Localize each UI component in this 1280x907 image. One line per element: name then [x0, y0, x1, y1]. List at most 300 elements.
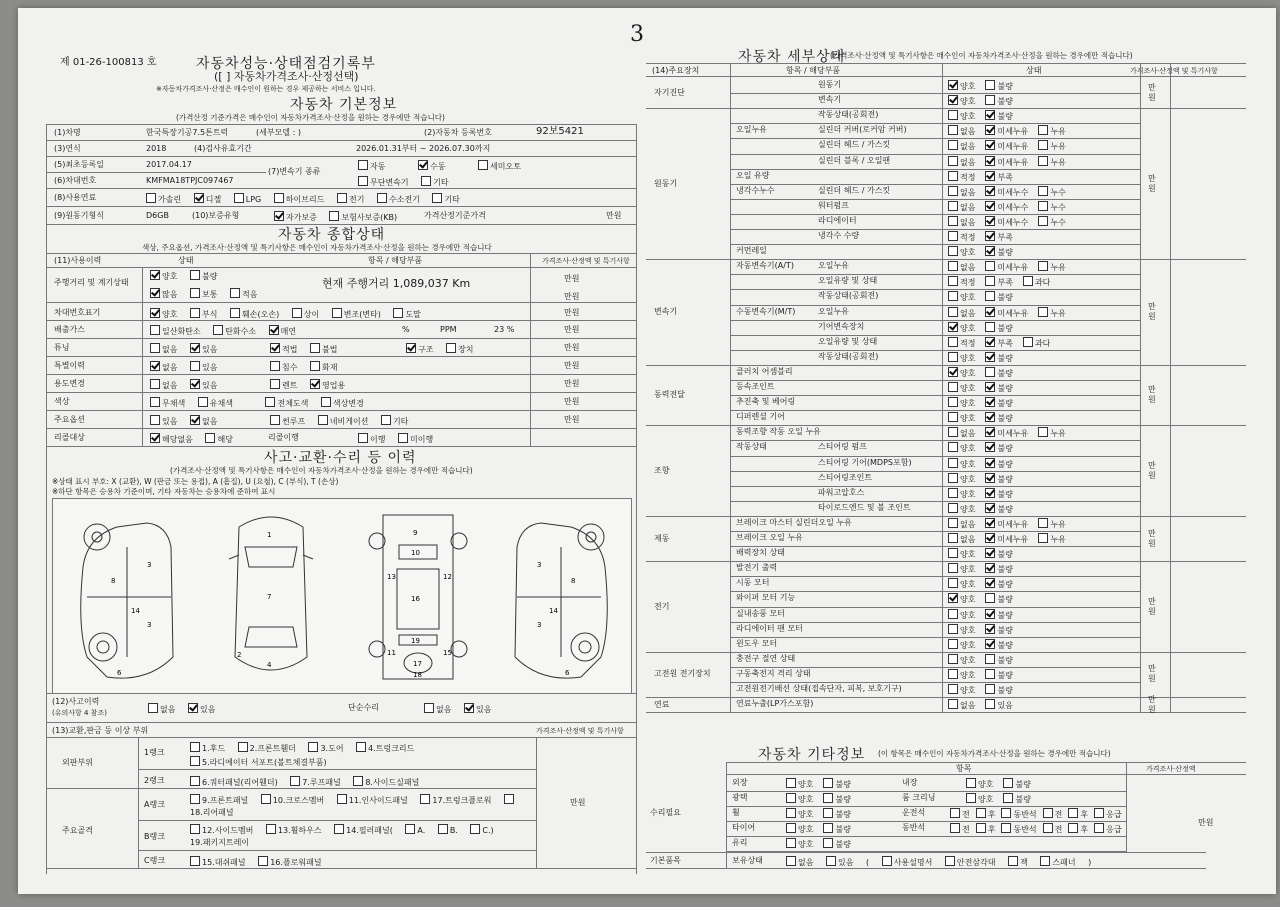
- checkbox[interactable]: [985, 684, 995, 694]
- checkbox[interactable]: [823, 808, 833, 818]
- checkbox[interactable]: [230, 288, 240, 298]
- checkbox[interactable]: [948, 246, 958, 256]
- value-year: 2018: [146, 144, 167, 153]
- detail-subitem: 발전기 출력: [736, 563, 778, 573]
- checkbox[interactable]: [310, 361, 320, 371]
- mileage-state-row2: 많음 보통 적음: [150, 288, 268, 300]
- checkbox[interactable]: [948, 367, 958, 377]
- checkbox[interactable]: [406, 343, 416, 353]
- checkbox[interactable]: [966, 793, 976, 803]
- checkbox[interactable]: [948, 261, 958, 271]
- detail-group-name: 자기진단: [654, 88, 685, 98]
- detail-state-options: 없음 미세누수 누수: [948, 216, 1076, 228]
- detail-state-options: 없음 미세누유 누유: [948, 156, 1076, 168]
- checkbox[interactable]: [948, 473, 958, 483]
- checkbox[interactable]: [329, 211, 339, 221]
- label-inspection-period: (4)검사유효기간: [194, 144, 252, 153]
- checkbox[interactable]: [1094, 808, 1104, 818]
- checkbox[interactable]: [1003, 778, 1013, 788]
- checkbox[interactable]: [270, 379, 280, 389]
- checkbox[interactable]: [948, 322, 958, 332]
- checkbox[interactable]: [238, 742, 248, 752]
- checkbox[interactable]: [478, 160, 488, 170]
- checkbox[interactable]: [190, 308, 200, 318]
- label-rankA: A랭크: [144, 800, 165, 809]
- label-emission: 배출가스: [54, 325, 85, 334]
- col-parts-price: 가격조사·산정액 및 특기사항: [536, 727, 624, 735]
- checkbox[interactable]: [985, 352, 995, 362]
- doc-number: 제 01-26-100813 호: [60, 57, 157, 68]
- checkbox[interactable]: [985, 412, 995, 422]
- detail-subitem: 고전원전기배선 상태(접속단자, 피복, 보호기구): [736, 684, 902, 693]
- checkbox[interactable]: [274, 211, 284, 221]
- checkbox[interactable]: [948, 397, 958, 407]
- checkbox[interactable]: [1008, 856, 1018, 866]
- checkbox[interactable]: [985, 171, 995, 181]
- checkbox[interactable]: [310, 379, 320, 389]
- checkbox[interactable]: [985, 382, 995, 392]
- checkbox[interactable]: [150, 308, 160, 318]
- checkbox[interactable]: [381, 415, 391, 425]
- detail-subitem: 수동변속기(M/T): [736, 306, 796, 316]
- checkbox[interactable]: [985, 442, 995, 452]
- checkbox[interactable]: [1038, 125, 1048, 135]
- checkbox[interactable]: [270, 415, 280, 425]
- detail-item: 실린더 블록 / 오일팬: [818, 155, 891, 165]
- checkbox[interactable]: [948, 518, 958, 528]
- col-usage: (11)사용이력: [54, 256, 102, 265]
- label-year: (3)연식: [54, 144, 81, 153]
- checkbox[interactable]: [150, 397, 160, 407]
- checkbox[interactable]: [948, 186, 958, 196]
- detail-state-options: 양호 불량: [948, 367, 1023, 379]
- checkbox[interactable]: [786, 778, 796, 788]
- checkbox[interactable]: [948, 669, 958, 679]
- checkbox[interactable]: [190, 776, 200, 786]
- checkbox[interactable]: [150, 379, 160, 389]
- checkbox[interactable]: [1023, 276, 1033, 286]
- checkbox[interactable]: [150, 343, 160, 353]
- detail-subitem: 브레이크 오일 누유: [736, 533, 803, 542]
- checkbox[interactable]: [786, 808, 796, 818]
- checkbox[interactable]: [188, 703, 198, 713]
- label-warranty: (10)보증유형: [192, 211, 240, 220]
- basic-note: (가격산정 기준가격은 매수인이 자동차가격조사·산정을 원하는 경우에만 적습니다): [176, 113, 445, 122]
- checkbox[interactable]: [985, 186, 995, 196]
- checkbox[interactable]: [261, 794, 271, 804]
- checkbox[interactable]: [1043, 823, 1053, 833]
- checkbox[interactable]: [945, 856, 955, 866]
- unit: 만원: [1148, 528, 1156, 548]
- checkbox[interactable]: [985, 291, 995, 301]
- checkbox[interactable]: [310, 343, 320, 353]
- checkbox[interactable]: [190, 794, 200, 804]
- transmission-row-1: 자동 수동 세미오토: [358, 160, 531, 172]
- detail-item: 스티어링조인트: [818, 472, 873, 482]
- checkbox[interactable]: [194, 193, 204, 203]
- checkbox[interactable]: [985, 201, 995, 211]
- checkbox[interactable]: [985, 125, 995, 135]
- checkbox[interactable]: [1040, 856, 1050, 866]
- detail-item: 실린더 헤드 / 가스킷: [818, 140, 891, 150]
- checkbox[interactable]: [823, 823, 833, 833]
- checkbox[interactable]: [985, 307, 995, 317]
- checkbox[interactable]: [823, 778, 833, 788]
- checkbox[interactable]: [358, 160, 368, 170]
- detail-item: 냉각수 수량: [818, 231, 860, 240]
- checkbox[interactable]: [948, 639, 958, 649]
- unit: 만원: [1148, 385, 1156, 405]
- checkbox[interactable]: [1038, 156, 1048, 166]
- checkbox[interactable]: [1038, 261, 1048, 271]
- checkbox[interactable]: [948, 276, 958, 286]
- checkbox[interactable]: [308, 742, 318, 752]
- checkbox[interactable]: [948, 442, 958, 452]
- checkbox[interactable]: [826, 856, 836, 866]
- detail-state-options: 양호 불량: [948, 458, 1023, 470]
- checkbox[interactable]: [190, 756, 200, 766]
- checkbox[interactable]: [1001, 823, 1011, 833]
- mileage-state-row1: 양호 불량: [150, 270, 227, 282]
- checkbox[interactable]: [985, 246, 995, 256]
- checkbox[interactable]: [290, 776, 300, 786]
- checkbox[interactable]: [190, 742, 200, 752]
- checkbox[interactable]: [234, 193, 244, 203]
- checkbox[interactable]: [966, 778, 976, 788]
- checkbox[interactable]: [985, 110, 995, 120]
- checkbox[interactable]: [950, 808, 960, 818]
- use-change-options: 없음 있음 렌트 영업용: [150, 379, 355, 391]
- checkbox[interactable]: [190, 856, 200, 866]
- checkbox[interactable]: [190, 415, 200, 425]
- checkbox[interactable]: [985, 488, 995, 498]
- other-note: (이 항목은 매수인이 자동차가격조사·산정을 원하는 경우에만 적습니다): [878, 749, 1111, 758]
- checkbox[interactable]: [985, 548, 995, 558]
- checkbox[interactable]: [321, 397, 331, 407]
- detail-group-name: 제동: [654, 533, 670, 543]
- basic-item-options: 없음 있음 ( 사용설명서 안전삼각대 잭 스패너 ): [786, 856, 1101, 868]
- checkbox[interactable]: [1068, 808, 1078, 818]
- checkbox[interactable]: [190, 824, 200, 834]
- checkbox[interactable]: [985, 563, 995, 573]
- checkbox[interactable]: [948, 307, 958, 317]
- checkbox[interactable]: [198, 397, 208, 407]
- checkbox[interactable]: [948, 382, 958, 392]
- checkbox[interactable]: [334, 824, 344, 834]
- unit: 만원: [1148, 173, 1156, 193]
- checkbox[interactable]: [446, 343, 456, 353]
- checkbox[interactable]: [948, 563, 958, 573]
- checkbox[interactable]: [985, 624, 995, 634]
- checkbox[interactable]: [823, 793, 833, 803]
- checkbox[interactable]: [985, 95, 995, 105]
- checkbox[interactable]: [948, 412, 958, 422]
- checkbox[interactable]: [274, 193, 284, 203]
- checkbox[interactable]: [292, 308, 302, 318]
- checkbox[interactable]: [948, 578, 958, 588]
- checkbox[interactable]: [1038, 140, 1048, 150]
- checkbox[interactable]: [985, 261, 995, 271]
- label-reg-number: (2)자동차 등록번호: [424, 128, 492, 137]
- checkbox[interactable]: [146, 193, 156, 203]
- checkbox[interactable]: [985, 80, 995, 90]
- checkbox[interactable]: [337, 193, 347, 203]
- checkbox[interactable]: [985, 654, 995, 664]
- checkbox[interactable]: [948, 593, 958, 603]
- checkbox[interactable]: [985, 518, 995, 528]
- checkbox[interactable]: [948, 95, 958, 105]
- checkbox[interactable]: [985, 458, 995, 468]
- checkbox[interactable]: [266, 824, 276, 834]
- section-title-other: 자동차 기타정보: [758, 747, 866, 763]
- checkbox[interactable]: [150, 288, 160, 298]
- checkbox[interactable]: [150, 325, 160, 335]
- checkbox[interactable]: [1038, 201, 1048, 211]
- label-recall: 리콜대상: [54, 433, 85, 442]
- label-fuel: (8)사용연료: [54, 193, 97, 202]
- checkbox[interactable]: [393, 308, 403, 318]
- checkbox[interactable]: [332, 308, 342, 318]
- detail-group-name: 고전원 전기장치: [654, 669, 711, 679]
- checkbox[interactable]: [377, 193, 387, 203]
- checkbox[interactable]: [150, 433, 160, 443]
- value-engine: D6GB: [146, 211, 169, 220]
- detail-item: 오일누유: [818, 306, 849, 316]
- col-detail-state: 상태: [1026, 66, 1042, 75]
- checkbox[interactable]: [882, 856, 892, 866]
- checkbox[interactable]: [270, 343, 280, 353]
- unit: 만원: [564, 308, 580, 317]
- checkbox[interactable]: [985, 578, 995, 588]
- diagram-label: 6: [565, 669, 570, 677]
- checkbox[interactable]: [190, 288, 200, 298]
- checkbox[interactable]: [1001, 808, 1011, 818]
- checkbox[interactable]: [948, 80, 958, 90]
- checkbox[interactable]: [420, 794, 430, 804]
- checkbox[interactable]: [432, 193, 442, 203]
- emission-options: 일산화탄소 탄화수소 매연: [150, 325, 306, 337]
- checkbox[interactable]: [356, 742, 366, 752]
- unit: 만원: [1198, 818, 1214, 827]
- label-first-reg: (5)최초등록일: [54, 160, 104, 169]
- checkbox[interactable]: [1068, 823, 1078, 833]
- checkbox[interactable]: [948, 699, 958, 709]
- checkbox[interactable]: [265, 397, 275, 407]
- detail-state-options: 없음 미세누수 누수: [948, 186, 1076, 198]
- special-options: 없음 있음 침수 화재: [150, 361, 348, 373]
- doc-note: ※자동차가격조사·산정은 매수인이 원하는 경우 제공하는 서비스 입니다.: [156, 85, 376, 93]
- checkbox[interactable]: [948, 171, 958, 181]
- checkbox[interactable]: [1038, 216, 1048, 226]
- checkbox[interactable]: [1038, 533, 1048, 543]
- checkbox[interactable]: [985, 503, 995, 513]
- checkbox[interactable]: [1003, 793, 1013, 803]
- checkbox[interactable]: [948, 654, 958, 664]
- checkbox[interactable]: [948, 352, 958, 362]
- checkbox[interactable]: [1023, 337, 1033, 347]
- checkbox[interactable]: [950, 823, 960, 833]
- checkbox[interactable]: [948, 503, 958, 513]
- col-detail-price: 가격조사·산정액 및 특기사항: [1130, 67, 1218, 75]
- diagram-label: 7: [267, 593, 272, 601]
- detail-item: 타이로드엔드 및 볼 조인트: [818, 502, 911, 512]
- checkbox[interactable]: [470, 824, 480, 834]
- checkbox[interactable]: [948, 533, 958, 543]
- checkbox[interactable]: [358, 176, 368, 186]
- checkbox[interactable]: [985, 669, 995, 679]
- emission-unit: %: [402, 325, 410, 334]
- checkbox[interactable]: [190, 343, 200, 353]
- detail-state-options: 적정 부족 과다: [948, 276, 1060, 288]
- unit: 만원: [564, 343, 580, 352]
- unit: 만원: [1148, 302, 1156, 322]
- checkbox[interactable]: [213, 325, 223, 335]
- checkbox[interactable]: [786, 838, 796, 848]
- checkbox[interactable]: [230, 308, 240, 318]
- checkbox[interactable]: [985, 216, 995, 226]
- checkbox[interactable]: [985, 639, 995, 649]
- label-recall-status: 리콜이행: [268, 433, 299, 442]
- checkbox[interactable]: [1043, 808, 1053, 818]
- label-accident-history: (12)사고이력: [52, 697, 100, 706]
- checkbox[interactable]: [353, 776, 363, 786]
- checkbox[interactable]: [190, 379, 200, 389]
- checkbox[interactable]: [270, 361, 280, 371]
- detail-state-options: 양호 불량: [948, 95, 1023, 107]
- checkbox[interactable]: [985, 473, 995, 483]
- checkbox[interactable]: [948, 125, 958, 135]
- checkbox[interactable]: [948, 156, 958, 166]
- checkbox[interactable]: [985, 609, 995, 619]
- section-title-detail: 자동차 세부상태: [738, 49, 846, 65]
- checkbox[interactable]: [948, 231, 958, 241]
- checkbox[interactable]: [985, 337, 995, 347]
- checkbox[interactable]: [150, 361, 160, 371]
- diagram-label: 1: [267, 531, 272, 539]
- checkbox[interactable]: [985, 367, 995, 377]
- diagram-label: 13: [387, 573, 396, 581]
- checkbox[interactable]: [190, 361, 200, 371]
- checkbox[interactable]: [398, 433, 408, 443]
- rank2-items: 6.쿼터패널(리어휀더) 7.루프패널 8.사이드실패널: [190, 776, 429, 788]
- detail-subitem: 충전구 절연 상태: [736, 653, 796, 663]
- inspection-document: [18, 8, 1276, 894]
- checkbox[interactable]: [948, 216, 958, 226]
- detail-state-options: 적정 부족: [948, 171, 1023, 183]
- warranty-options: 자가보증 보험사보증(KB): [274, 211, 407, 223]
- checkbox[interactable]: [405, 824, 415, 834]
- checkbox[interactable]: [318, 415, 328, 425]
- rankB-items: 12.사이드멤버 13.휠하우스 14.필러패널( A. B. C.): [190, 824, 504, 836]
- checkbox[interactable]: [948, 458, 958, 468]
- checkbox[interactable]: [985, 276, 995, 286]
- unit: 만원: [564, 415, 580, 424]
- checkbox[interactable]: [258, 856, 268, 866]
- checkbox[interactable]: [985, 427, 995, 437]
- checkbox[interactable]: [985, 156, 995, 166]
- other-item-label: 휠: [732, 808, 740, 817]
- checkbox[interactable]: [948, 337, 958, 347]
- detail-subitem: 와이퍼 모터 기능: [736, 593, 796, 603]
- checkbox[interactable]: [948, 624, 958, 634]
- checkbox[interactable]: [1038, 307, 1048, 317]
- detail-subitem: 라디에이터 팬 모터: [736, 623, 803, 633]
- label-tuning: 튜닝: [54, 343, 70, 352]
- checkbox[interactable]: [823, 838, 833, 848]
- checkbox[interactable]: [948, 609, 958, 619]
- detail-state-options: 없음 미세누유 누유: [948, 125, 1076, 137]
- checkbox[interactable]: [421, 176, 431, 186]
- checkbox[interactable]: [985, 231, 995, 241]
- checkbox[interactable]: [464, 703, 474, 713]
- rank1-items: 1.후드 2.프론트휀더 3.도어 4.트렁크리드: [190, 742, 424, 754]
- detail-state-options: 없음 미세누유 누유: [948, 427, 1076, 439]
- checkbox[interactable]: [948, 427, 958, 437]
- checkbox[interactable]: [1038, 427, 1048, 437]
- detail-state-options: 없음 미세누수 누수: [948, 201, 1076, 213]
- diagram-label: 14: [131, 607, 140, 615]
- checkbox[interactable]: [985, 322, 995, 332]
- checkbox[interactable]: [337, 794, 347, 804]
- checkbox[interactable]: [786, 793, 796, 803]
- checkbox[interactable]: [438, 824, 448, 834]
- checkbox[interactable]: [985, 397, 995, 407]
- detail-state-options: 양호 불량: [948, 609, 1023, 621]
- checkbox[interactable]: [985, 699, 995, 709]
- checkbox[interactable]: [948, 291, 958, 301]
- value-car-name: 한국특장기공7.5톤트럭: [146, 128, 229, 137]
- checkbox[interactable]: [985, 533, 995, 543]
- checkbox[interactable]: [1094, 823, 1104, 833]
- checkbox[interactable]: [786, 856, 796, 866]
- rankB-item-19: 19.패키지트레이: [190, 838, 250, 847]
- other-item-options: 양호 불량: [966, 793, 1041, 805]
- detail-subitem: 윈도우 모터: [736, 638, 778, 648]
- detail-item: 기어변속장치: [818, 321, 865, 331]
- checkbox[interactable]: [148, 703, 158, 713]
- checkbox[interactable]: [205, 433, 215, 443]
- diagram-label: 19: [411, 637, 420, 645]
- checkbox[interactable]: [948, 684, 958, 694]
- detail-state-options: 양호 불량: [948, 639, 1023, 651]
- checkbox[interactable]: [976, 823, 986, 833]
- label-vin: (6)차대번호: [54, 176, 97, 185]
- checkbox[interactable]: [948, 140, 958, 150]
- checkbox[interactable]: [948, 110, 958, 120]
- checkbox[interactable]: [150, 415, 160, 425]
- detail-state-options: 양호 불량: [948, 442, 1023, 454]
- checkbox[interactable]: [358, 433, 368, 443]
- checkbox[interactable]: [976, 808, 986, 818]
- checkbox[interactable]: [786, 823, 796, 833]
- col-price: 가격조사·산정액 및 특기사항: [542, 257, 630, 265]
- checkbox[interactable]: [985, 593, 995, 603]
- checkbox[interactable]: [190, 270, 200, 280]
- checkbox[interactable]: [424, 703, 434, 713]
- checkbox[interactable]: [418, 160, 428, 170]
- label-color: 색상: [54, 397, 70, 406]
- checkbox[interactable]: [150, 270, 160, 280]
- checkbox[interactable]: [948, 488, 958, 498]
- checkbox[interactable]: [504, 794, 514, 804]
- checkbox[interactable]: [1038, 186, 1048, 196]
- checkbox[interactable]: [985, 140, 995, 150]
- checkbox[interactable]: [948, 201, 958, 211]
- checkbox[interactable]: [948, 548, 958, 558]
- unit: 만원: [1148, 83, 1156, 103]
- checkbox[interactable]: [1038, 518, 1048, 528]
- checkbox[interactable]: [269, 325, 279, 335]
